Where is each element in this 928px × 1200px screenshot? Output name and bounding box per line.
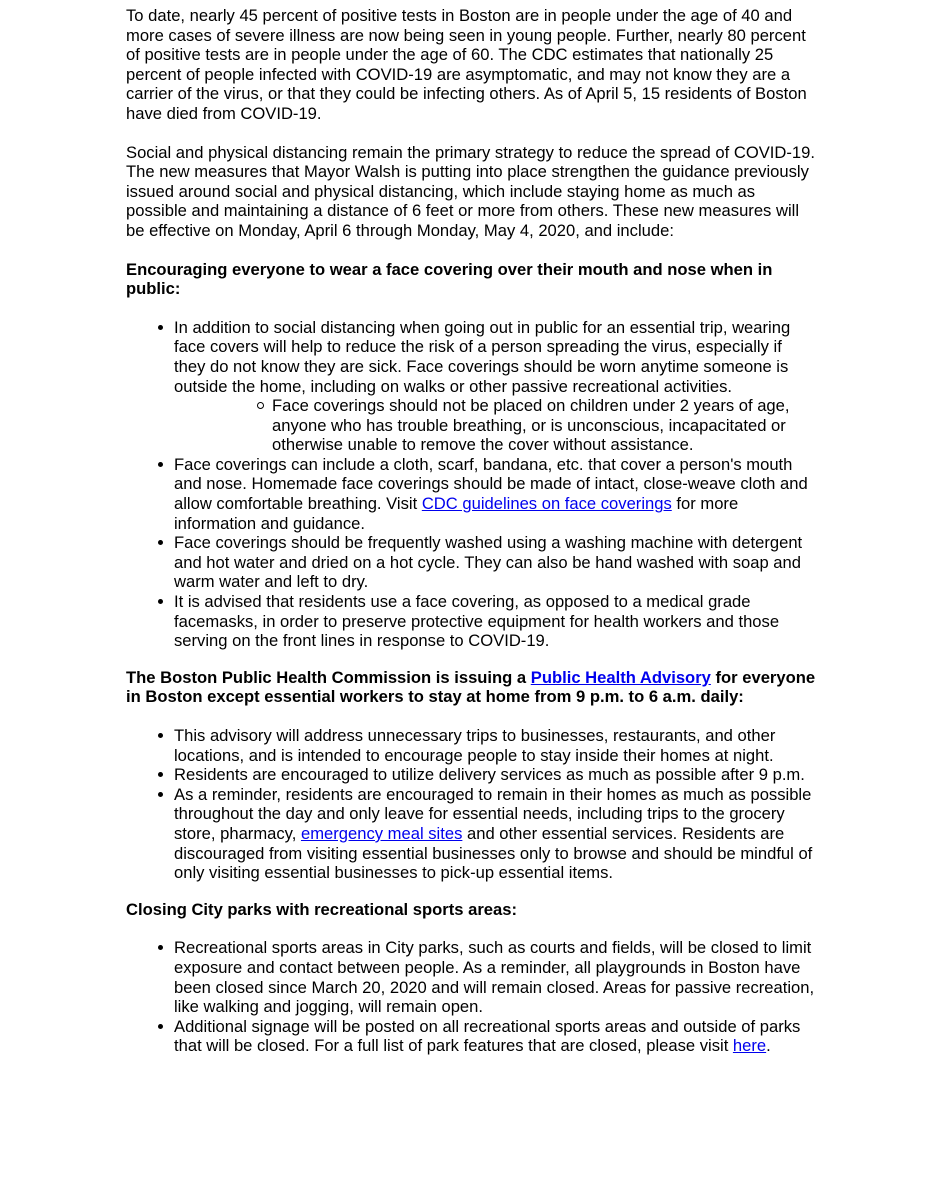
advisory-heading — [126, 668, 816, 707]
list-item-text: Additional signage will be posted on all recreational sports areas and outside of parks that will be closed. For a full list of park features that are closed, please visit — [174, 1016, 801, 1056]
list-item-text: It is advised that residents use a face covering, as opposed to a medical grade facemasks, in order to preserve protective equipment for health workers and those serving on the front lines in response to COVID-19. — [174, 592, 780, 651]
face-covering-list — [126, 318, 816, 651]
list-item-text: . — [766, 1036, 771, 1056]
parks-list — [126, 938, 816, 1056]
list-item-text: Residents are encouraged to utilize delivery services as much as possible after 9 p.m. — [174, 765, 805, 785]
list-item — [126, 533, 816, 592]
list-item-text: As a reminder, residents are encouraged to remain in their homes as much as possible throughout the day and only leave for essential needs, including trips to the grocery store, pharmacy, — [174, 784, 812, 843]
list-item-text: and other essential services. Residents are discouraged from visiting essential businesses only to browse and should be mindful of only visiting essential businesses to pick-up essential items. — [174, 823, 813, 883]
list-item-text: Face coverings can include a cloth, scarf, bandana, etc. that cover a person's mouth and nose. Homemade face coverings should be made of intact, close-weave cloth and allow comfortable breathing. Visit — [174, 454, 808, 514]
advisory-heading-text: for everyone in Boston except essential workers to stay at home from 9 p.m. to 6 a.m. daily: — [126, 667, 816, 707]
list-item — [126, 592, 816, 651]
advisory-list — [126, 726, 816, 883]
document-page — [126, 0, 816, 1056]
list-item — [126, 318, 816, 455]
sub-list-item — [174, 396, 816, 455]
park-features-here-link[interactable]: here — [732, 1036, 767, 1056]
face-covering-heading: Encouraging everyone to wear a face covering over their mouth and nose when in public: — [126, 259, 773, 299]
public-health-advisory-link[interactable]: Public Health Advisory — [530, 667, 711, 687]
list-item-text: Face coverings should be frequently washed using a washing machine with detergent and hot water and dried on a hot cycle. They can also be hand washed with soap and warm water and left to dry. — [174, 533, 803, 592]
parks-heading: Closing City parks with recreational sports areas: — [126, 899, 517, 919]
emergency-meal-sites-link[interactable]: emergency meal sites — [300, 823, 463, 843]
list-item — [126, 726, 816, 765]
sub-list — [174, 396, 816, 455]
intro-paragraph-2: Social and physical distancing remain the primary strategy to reduce the spread of COVID-19. The new measures that Mayor Walsh is putting into place strengthen the guidance previously issued around social and physical distancing, which include staying home as much as possible and maintaining a distance of 6 feet or more from others. These new measures will be effective on Monday, April 6 through Monday, May 4, 2020, and include: — [126, 142, 815, 240]
list-item — [126, 1017, 816, 1056]
list-item-text: This advisory will address unnecessary trips to businesses, restaurants, and other locations, and is intended to encourage people to stay inside their homes at night. — [174, 726, 776, 765]
list-item — [126, 938, 816, 1016]
list-item — [126, 785, 816, 883]
list-item — [126, 765, 816, 785]
list-item — [126, 455, 816, 533]
list-item-text: for more information and guidance. — [174, 494, 739, 533]
advisory-heading-text: The Boston Public Health Commission is issuing a — [126, 667, 531, 687]
cdc-guidelines-link[interactable]: CDC guidelines on face coverings — [421, 494, 672, 514]
list-item-text: In addition to social distancing when going out in public for an essential trip, wearing face covers will help to reduce the risk of a person spreading the virus, especially if they do not know they are sick. Face coverings should be worn anytime someone is outside the home, including on walks or other passive recreational activities. — [174, 317, 791, 396]
sub-list-item-text: Face coverings should not be placed on children under 2 years of age, anyone who has trouble breathing, or is unconscious, incapacitated or otherwise unable to remove the cover without assistance. — [272, 396, 790, 455]
list-item-text: Recreational sports areas in City parks, such as courts and fields, will be closed to limit exposure and contact between people. As a reminder, all playgrounds in Boston have been closed since March 20, 2020 and will remain closed. Areas for passive recreation, like walking and jogging, will remain open. — [174, 938, 815, 1017]
intro-paragraph-1: To date, nearly 45 percent of positive tests in Boston are in people under the age of 40 and more cases of severe illness are now being seen in young people. Further, nearly 80 percent of positive tests are in people under the age of 60. The CDC estimates that nationally 25 percent of people infected with COVID-19 are asymptomatic, and may not know they are a carrier of the virus, or that they could be infecting others. As of April 5, 15 residents of Boston have died from COVID-19. — [126, 6, 807, 123]
